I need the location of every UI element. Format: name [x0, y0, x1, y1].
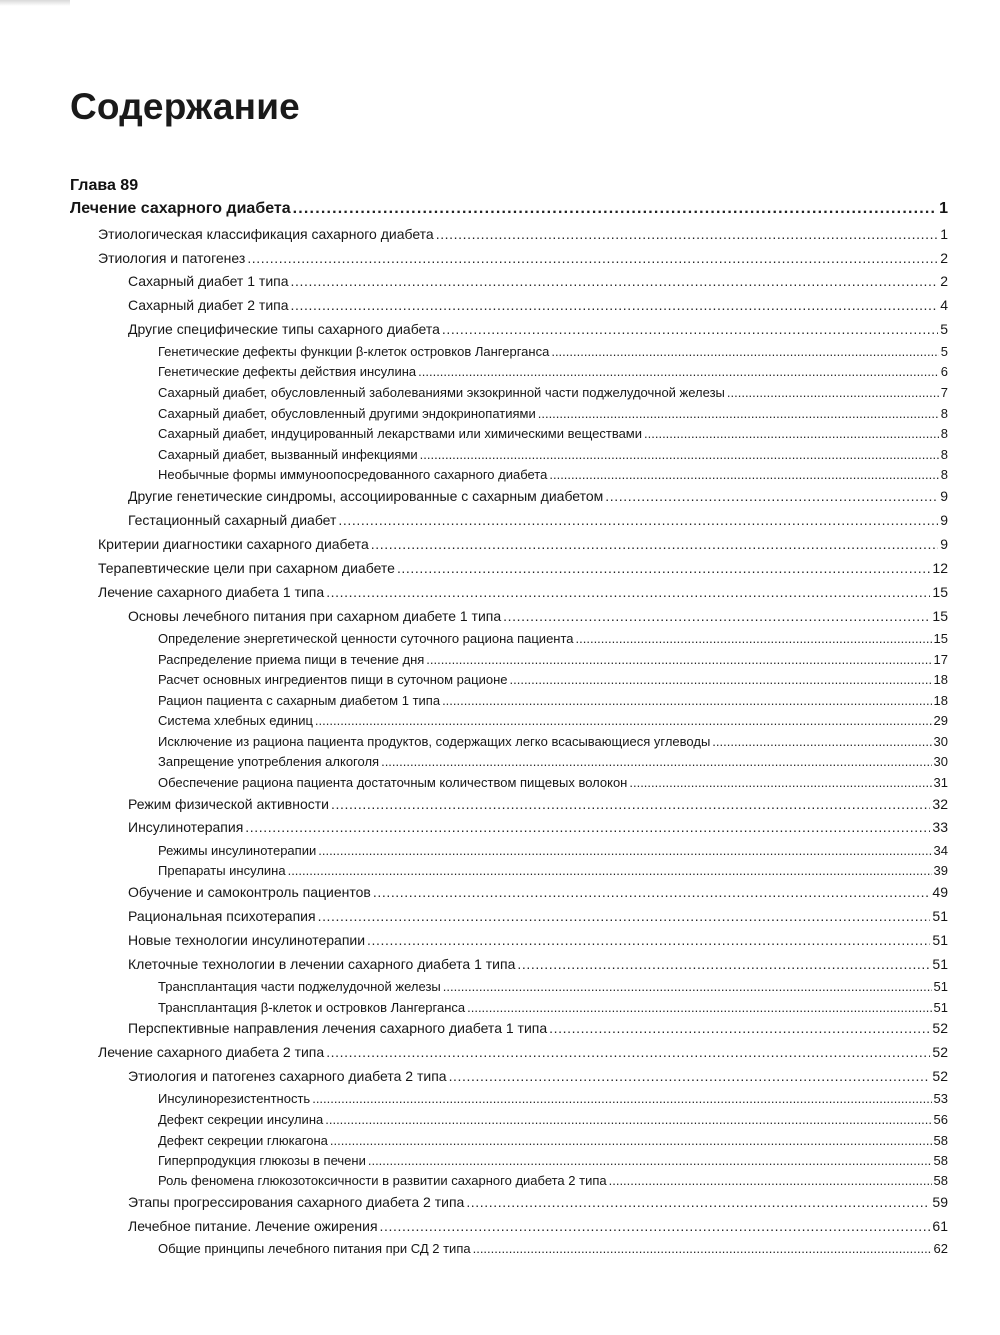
toc-entry-title: Генетические дефекты функции β-клеток островков Лангерганса	[158, 344, 550, 359]
toc-dot-leader	[331, 796, 930, 812]
toc-entry[interactable]	[128, 1218, 948, 1234]
toc-entry-page: 52	[932, 1044, 948, 1060]
toc-entry-title: Критерии диагностики сахарного диабета	[98, 536, 369, 552]
toc-entry-page: 61	[932, 1218, 948, 1234]
toc-entry[interactable]	[158, 406, 948, 421]
toc-entry-title: Необычные формы иммуноопосредованного сахарного диабета	[158, 467, 548, 482]
toc-entry-page: 29	[933, 713, 948, 728]
toc-entry-page: 8	[940, 447, 948, 462]
toc-entry-title: Этиология и патогенез сахарного диабета 2 типа	[128, 1068, 447, 1084]
toc-entry[interactable]	[158, 652, 948, 667]
toc-entry-title: Основы лечебного питания при сахарном диабете 1 типа	[128, 608, 502, 624]
toc-dot-leader	[373, 884, 931, 900]
toc-entry-title: Режим физической активности	[128, 796, 329, 812]
toc-entry-page: 58	[933, 1153, 948, 1168]
toc-entry[interactable]	[158, 734, 948, 749]
toc-entry-title: Сахарный диабет, индуцированный лекарствами или химическими веществами	[158, 426, 643, 441]
toc-entry-title: Клеточные технологии в лечении сахарного диабета 1 типа	[128, 956, 516, 972]
toc-dot-leader	[549, 1020, 930, 1036]
toc-dot-leader	[609, 1173, 932, 1188]
toc-entry-page: 5	[940, 344, 948, 359]
toc-entry-title: Расчет основных ингредиентов пищи в суточном рационе	[158, 672, 508, 687]
toc-dot-leader	[381, 754, 931, 769]
toc-entry-page: 2	[940, 273, 948, 289]
toc-entry-page: 62	[933, 1241, 948, 1256]
toc-dot-leader	[644, 426, 939, 441]
toc-entry-page: 12	[932, 560, 948, 576]
toc-dot-leader	[517, 956, 930, 972]
toc-dot-leader	[420, 447, 939, 462]
toc-entry-title: Препараты инсулина	[158, 863, 286, 878]
toc-dot-leader	[442, 321, 938, 337]
toc-entry-page: 6	[940, 364, 948, 379]
toc-dot-leader	[368, 1153, 932, 1168]
toc-entry-title: Другие специфические типы сахарного диабета	[128, 321, 440, 337]
toc-entry[interactable]	[158, 426, 948, 441]
toc-entry-title: Инсулинорезистентность	[158, 1091, 311, 1106]
toc-entry-page: 51	[933, 979, 948, 994]
toc-entry[interactable]	[128, 1068, 948, 1084]
toc-entry-title: Сахарный диабет 1 типа	[128, 273, 289, 289]
toc-entry-title: Распределение приема пищи в течение дня	[158, 652, 425, 667]
scan-edge-shadow	[0, 0, 70, 6]
toc-entry-title: Рациональная психотерапия	[128, 908, 316, 924]
toc-entry[interactable]	[158, 1241, 948, 1256]
toc-entry-title: Другие генетические синдромы, ассоциированные с сахарным диабетом	[128, 488, 604, 504]
toc-entry[interactable]	[158, 1153, 948, 1168]
toc-entry[interactable]	[158, 713, 948, 728]
toc-entry[interactable]	[158, 1091, 948, 1106]
toc-entry-page: 18	[933, 672, 948, 687]
toc-entry[interactable]	[128, 819, 948, 835]
page-title: Содержание	[70, 86, 300, 127]
toc-entry[interactable]	[128, 297, 948, 313]
toc-entry[interactable]	[158, 775, 948, 790]
toc-entry-title: Трансплантация части поджелудочной железы	[158, 979, 441, 994]
toc-entry[interactable]	[128, 488, 948, 504]
toc-dot-leader	[338, 512, 938, 528]
toc-entry-title: Дефект секреции глюкагона	[158, 1133, 328, 1148]
toc-entry-page: 1	[939, 200, 948, 217]
toc-entry-page: 15	[933, 631, 948, 646]
toc-dot-leader	[367, 932, 930, 948]
toc-dot-leader	[538, 406, 939, 421]
toc-dot-leader	[473, 1241, 932, 1256]
toc-entry-title: Этиологическая классификация сахарного диабета	[98, 226, 434, 242]
toc-dot-leader	[291, 273, 939, 289]
toc-entry[interactable]	[158, 863, 948, 878]
toc-entry-title: Сахарный диабет, вызванный инфекциями	[158, 447, 418, 462]
toc-entry-title: Этиология и патогенез	[98, 250, 246, 266]
toc-dot-leader	[293, 200, 937, 218]
toc-dot-leader	[291, 297, 939, 313]
toc-entry-title: Гестационный сахарный диабет	[128, 512, 337, 528]
toc-entry-page: 30	[933, 754, 948, 769]
toc-entry-title: Дефект секреции инсулина	[158, 1112, 324, 1127]
toc-entry[interactable]	[158, 1000, 948, 1015]
toc-entry-title: Лечение сахарного диабета	[70, 200, 291, 217]
toc-dot-leader	[576, 631, 932, 646]
toc-entry[interactable]	[128, 956, 948, 972]
toc-entry-title: Новые технологии инсулинотерапии	[128, 932, 366, 948]
toc-entry[interactable]	[158, 364, 948, 379]
toc-dot-leader	[418, 364, 939, 379]
toc-entry[interactable]	[70, 200, 948, 218]
toc-entry-title: Режимы инсулинотерапии	[158, 843, 317, 858]
toc-entry-page: 39	[933, 863, 948, 878]
toc-entry[interactable]	[158, 754, 948, 769]
toc-entry[interactable]	[158, 843, 948, 858]
toc-entry-title: Общие принципы лечебного питания при СД 2 типа	[158, 1241, 471, 1256]
toc-dot-leader	[380, 1218, 931, 1234]
toc-entry-page: 58	[933, 1133, 948, 1148]
toc-dot-leader	[629, 775, 931, 790]
toc-dot-leader	[727, 385, 939, 400]
toc-entry-page: 51	[933, 1000, 948, 1015]
toc-dot-leader	[551, 344, 938, 359]
toc-entry-title: Исключение из рациона пациента продуктов, содержащих легко всасывающиеся углеводы	[158, 734, 711, 749]
toc-dot-leader	[325, 1112, 931, 1127]
toc-entry-title: Обеспечение рациона пациента достаточным количеством пищевых волокон	[158, 775, 628, 790]
toc-entry-page: 17	[933, 652, 948, 667]
toc-entry[interactable]	[158, 979, 948, 994]
toc-entry-page: 8	[940, 467, 948, 482]
toc-dot-leader	[443, 979, 932, 994]
toc-entry-page: 49	[932, 884, 948, 900]
toc-dot-leader	[436, 226, 939, 242]
toc-entry[interactable]	[98, 560, 948, 576]
toc-dot-leader	[326, 1044, 930, 1060]
toc-entry-title: Сахарный диабет 2 типа	[128, 297, 289, 313]
toc-entry[interactable]	[158, 693, 948, 708]
toc-entry[interactable]	[158, 447, 948, 462]
toc-dot-leader	[503, 608, 930, 624]
toc-dot-leader	[288, 863, 932, 878]
toc-entry[interactable]	[98, 536, 948, 552]
toc-entry-title: Обучение и самоконтроль пациентов	[128, 884, 371, 900]
toc-entry-page: 31	[933, 775, 948, 790]
toc-entry-title: Генетические дефекты действия инсулина	[158, 364, 417, 379]
toc-dot-leader	[315, 713, 932, 728]
toc-entry-page: 51	[932, 956, 948, 972]
toc-entry-title: Роль феномена глюкозотоксичности в развитии сахарного диабета 2 типа	[158, 1173, 607, 1188]
toc-entry-title: Определение энергетической ценности суточного рациона пациента	[158, 631, 574, 646]
toc-entry-title: Запрещение употребления алкоголя	[158, 754, 380, 769]
toc-dot-leader	[245, 819, 930, 835]
toc-entry-page: 9	[940, 536, 948, 552]
toc-dot-leader	[549, 467, 938, 482]
toc-entry[interactable]	[128, 1194, 948, 1210]
toc-entry[interactable]	[158, 344, 948, 359]
toc-entry[interactable]	[158, 1112, 948, 1127]
toc-entry-title: Перспективные направления лечения сахарного диабета 1 типа	[128, 1020, 548, 1036]
toc-entry[interactable]	[158, 631, 948, 646]
chapter-label: Глава 89	[70, 177, 139, 194]
toc-entry-page: 8	[940, 426, 948, 441]
toc-entry[interactable]	[158, 672, 948, 687]
toc-entry[interactable]	[98, 1044, 948, 1060]
toc-entry-title: Лечение сахарного диабета 2 типа	[98, 1044, 325, 1060]
toc-entry-title: Терапевтические цели при сахарном диабете	[98, 560, 395, 576]
toc-dot-leader	[330, 1133, 932, 1148]
toc-dot-leader	[318, 843, 931, 858]
toc-dot-leader	[510, 672, 932, 687]
toc-entry-page: 18	[933, 693, 948, 708]
toc-entry-title: Этапы прогрессирования сахарного диабета 2 типа	[128, 1194, 465, 1210]
toc-dot-leader	[442, 693, 931, 708]
toc-entry-page: 30	[933, 734, 948, 749]
toc-entry-title: Сахарный диабет, обусловленный заболеваниями экзокринной части поджелудочной железы	[158, 385, 725, 400]
toc-entry-page: 33	[932, 819, 948, 835]
toc-entry-page: 5	[940, 321, 948, 337]
toc-dot-leader	[467, 1000, 931, 1015]
toc-entry-title: Трансплантация β-клеток и островков Лангерганса	[158, 1000, 466, 1015]
toc-entry[interactable]	[128, 321, 948, 337]
toc-entry-page: 15	[932, 584, 948, 600]
toc-entry[interactable]	[128, 908, 948, 924]
toc-entry[interactable]	[98, 226, 948, 242]
toc-entry[interactable]	[128, 608, 948, 624]
toc-entry-page: 59	[932, 1194, 948, 1210]
toc-entry-page: 56	[933, 1112, 948, 1127]
toc-entry-page: 1	[940, 226, 948, 242]
toc-entry-title: Гиперпродукция глюкозы в печени	[158, 1153, 366, 1168]
toc-dot-leader	[426, 652, 931, 667]
toc-dot-leader	[326, 584, 930, 600]
toc-entry-page: 9	[940, 488, 948, 504]
toc-entry[interactable]	[128, 932, 948, 948]
toc-dot-leader	[466, 1194, 930, 1210]
toc-entry-page: 58	[933, 1173, 948, 1188]
toc-dot-leader	[247, 250, 938, 266]
toc-entry-page: 51	[932, 932, 948, 948]
toc-entry-page: 4	[940, 297, 948, 313]
toc-entry-title: Инсулинотерапия	[128, 819, 244, 835]
toc-entry-page: 52	[932, 1020, 948, 1036]
toc-dot-leader	[605, 488, 938, 504]
toc-entry-page: 8	[940, 406, 948, 421]
toc-entry-title: Рацион пациента с сахарным диабетом 1 типа	[158, 693, 441, 708]
toc-entry[interactable]	[98, 250, 948, 266]
toc-dot-leader	[397, 560, 930, 576]
toc-dot-leader	[318, 908, 931, 924]
toc-entry-page: 51	[932, 908, 948, 924]
toc-entry-page: 2	[940, 250, 948, 266]
toc-entry-page: 34	[933, 843, 948, 858]
toc-entry-page: 53	[933, 1091, 948, 1106]
toc-entry[interactable]	[128, 796, 948, 812]
toc-entry-title: Лечебное питание. Лечение ожирения	[128, 1218, 378, 1234]
toc-entry[interactable]	[128, 273, 948, 289]
toc-entry[interactable]	[128, 512, 948, 528]
toc-dot-leader	[449, 1068, 931, 1084]
toc-entry-title: Система хлебных единиц	[158, 713, 313, 728]
toc-dot-leader	[371, 536, 938, 552]
toc-entry-page: 52	[932, 1068, 948, 1084]
toc-entry[interactable]	[128, 1020, 948, 1036]
toc-entry[interactable]	[158, 1173, 948, 1188]
toc-entry-page: 32	[932, 796, 948, 812]
toc-entry[interactable]	[158, 467, 948, 482]
toc-entry-title: Лечение сахарного диабета 1 типа	[98, 584, 325, 600]
toc-entry-page: 7	[940, 385, 948, 400]
toc-entry-page: 9	[940, 512, 948, 528]
toc-entry[interactable]	[158, 385, 948, 400]
toc-entry-page: 15	[932, 608, 948, 624]
toc-entry[interactable]	[128, 884, 948, 900]
toc-dot-leader	[312, 1091, 931, 1106]
toc-entry[interactable]	[158, 1133, 948, 1148]
toc-dot-leader	[712, 734, 931, 749]
toc-entry[interactable]	[98, 584, 948, 600]
toc-entry-title: Сахарный диабет, обусловленный другими эндокринопатиями	[158, 406, 536, 421]
